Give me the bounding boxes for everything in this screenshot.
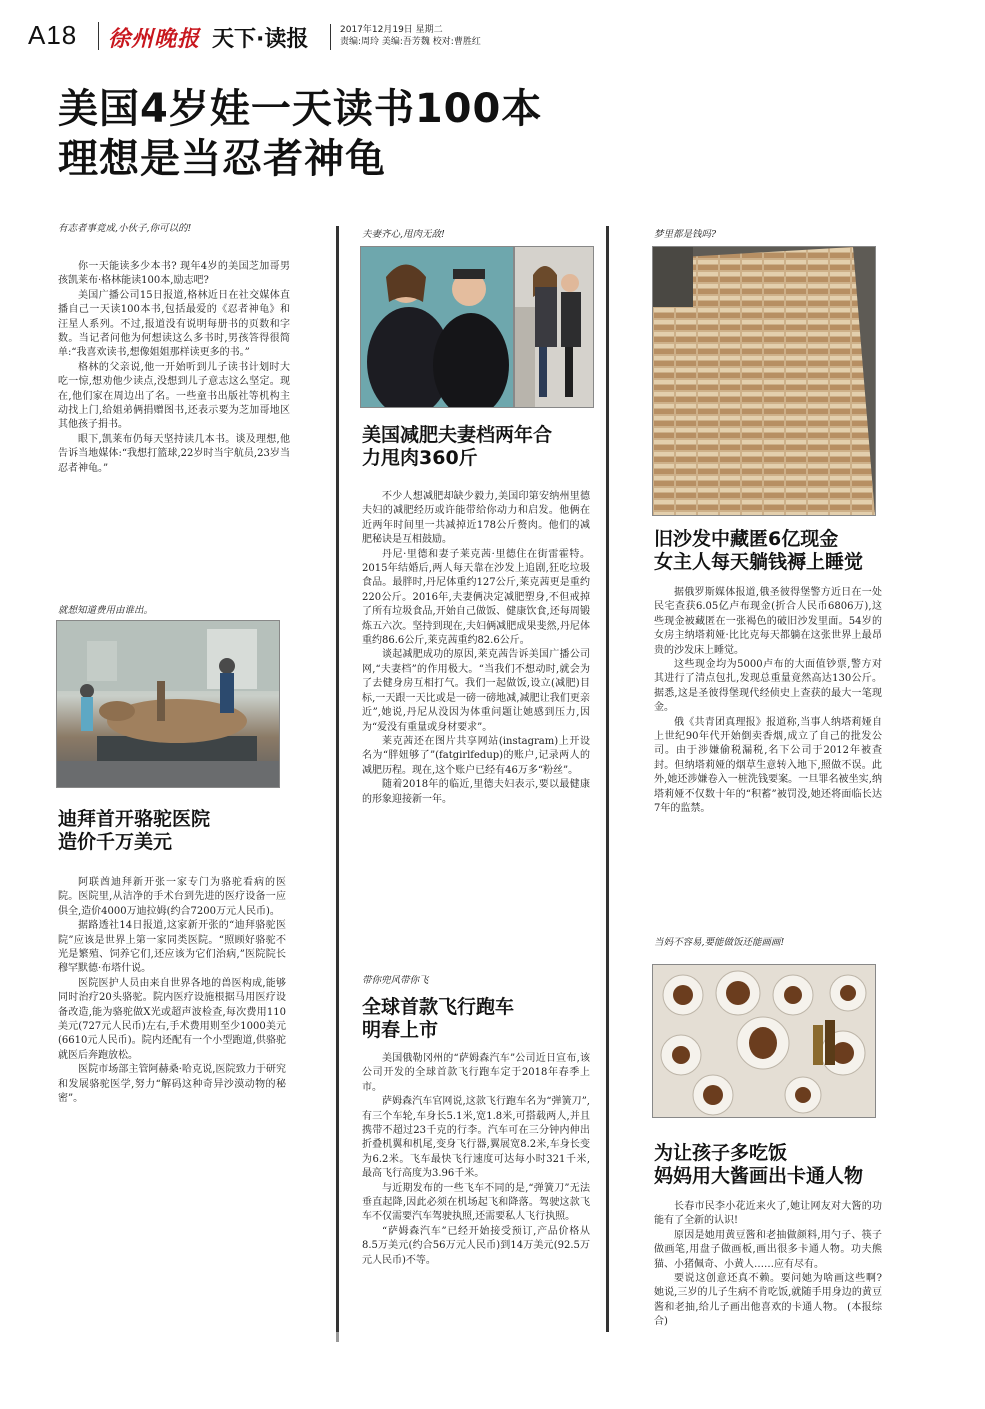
headline-line: 力甩肉360斤: [362, 447, 478, 469]
couple-before-photo: [360, 246, 514, 408]
headline-sauce: [654, 1142, 863, 1188]
paragraph: 长春市民李小花近来火了,她让网友对大酱的功能有了全新的认识!: [654, 1201, 882, 1227]
caption-cash: 梦里都是钱吗?: [654, 229, 717, 240]
headline-couple: [362, 424, 552, 470]
paragraph: 医院医护人员由来自世界各地的兽医构成,能够同时治疗20头骆驼。院内医疗设施根据马用医疗设备改造,能为骆驼做X光或超声波检查,每次费用110美元(727元人民币)左右,手术费用则至少1000美元(6610元人民币)。院内还配有一个小型跑道,供骆驼就医后奔跑放松。: [58, 977, 286, 1061]
headline-cash: [654, 528, 863, 574]
column-rule-1: [336, 226, 339, 1332]
date-line: 2017年12月19日 星期二: [340, 25, 443, 35]
main-title-line2: 理想是当忍者神龟: [58, 136, 386, 182]
headline-line: 造价千万美元: [58, 831, 173, 853]
paragraph: 俄《共青团真理报》报道称,当事人纳塔莉娅自上世纪90年代开始倒卖香烟,成立了自己的批发公司。由于涉嫌偷税漏税,名下公司于2012年被查封。但纳塔莉娅的烟草生意转入地下,照做不误。此外,她还涉嫌卷入一桩洗钱要案。一旦罪名被坐实,纳塔莉娅不仅数十年的“积蓄”被罚没,她还将面临长达7年的监禁。: [654, 716, 882, 815]
couple-after-photo: [514, 246, 594, 408]
paragraph: 丹尼·里德和妻子莱克茜·里德住在街雷霍特。2015年结婚后,两人每天靠在沙发上追剧,狂吃垃圾食品。最胖时,丹尼体重约127公斤,莱克茜更是重约220公斤。2016年,夫妻俩决定减肥塑身,不但戒掉了所有垃圾食品,开始自己做饭、健康饮食,还每周锻炼五六次。坚持到现在,夫妇俩减肥成果斐然,丹尼体重约86.6公斤,莱克茜重约82.6公斤。: [362, 548, 590, 647]
headline-line: 美国减肥夫妻档两年合: [362, 424, 553, 446]
section-title: 天下·读报: [212, 27, 309, 52]
rule-foot-1: [336, 1332, 339, 1342]
paragraph: 谈起减肥成功的原因,莱克茜告诉美国广播公司网,“夫妻档”的作用极大。“当我们不想动时,就会为了去健身房互相打气。我们一起做饭,设立(减肥)目标,一天跟一天比或是一磅一磅地减,减肥让我们更亲近”,她说,丹尼从没因为体重问题让她感到压力,因为“爱没有重量或身材要求”。: [362, 649, 590, 733]
cash-photo: [652, 246, 876, 516]
sauce-plates-image: [653, 965, 875, 1117]
caption-flying-car: 带你兜风带你飞: [362, 975, 429, 986]
caption-reading: 有志者事竟成,小伙子,你可以的!: [58, 223, 192, 234]
headline-line: 为让孩子多吃饭: [654, 1142, 788, 1164]
headline-line: 明春上市: [362, 1019, 439, 1041]
paragraph: “萨姆森汽车”已经开始接受预订,产品价格从8.5万美元(约合56万元人民币)到14万美元(92.5万元人民币)不等。: [362, 1225, 590, 1266]
article-sauce: [654, 1200, 882, 1330]
sauce-painting-photo: [652, 964, 876, 1118]
couple-after-image: [515, 247, 593, 407]
paragraph: 与近期发布的一些飞车不同的是,“弹簧刀”无法垂直起降,因此必须在机场起飞和降落。驾驶这款飞车不仅需要汽车驾驶执照,还需要私人飞行执照。: [362, 1182, 590, 1223]
camel-hospital-photo: [56, 620, 280, 788]
paragraph: 萨姆森汽车官网说,这款飞行跑车名为“弹簧刀”,有三个车轮,车身长5.1米,宽1.8米,可搭载两人,并且携带不超过23千克的行李。汽车可在三分钟内伸出折叠机翼和机尾,变身飞行器,翼展宽8.2米,车身长变为6.2米。飞车最快飞行速度可达每小时321千米,最高飞行高度为3.96千米。: [362, 1096, 590, 1180]
column-rule-2: [606, 226, 609, 1332]
paragraph: 你一天能读多少本书? 现年4岁的美国芝加哥男孩凯莱布·格林能读100本,励志吧?: [58, 261, 290, 287]
camel-scene-image: [57, 621, 279, 787]
caption-sauce: 当妈不容易,要能做饭还能画画!: [654, 937, 785, 948]
paragraph: 医院市场部主管阿赫桑·哈克说,医院致力于研究和发展骆驼医学,努力“解码这种奇异沙漠动物的秘密”。: [58, 1064, 286, 1105]
headline-line: 妈妈用大酱画出卡通人物: [654, 1165, 864, 1187]
paragraph: 这些现金均为5000卢布的大面值钞票,警方对其进行了清点包扎,发现总重量竟然高达130公斤。据悉,这是圣彼得堡现代经侦史上查获的最大一笔现金。: [654, 659, 882, 714]
editor-line: 责编:周玲 美编:吾芳魏 校对:曹胜红: [340, 37, 481, 47]
brand-logo: 徐州晚报: [108, 26, 201, 52]
main-title: [58, 84, 542, 184]
paragraph: 据路透社14日报道,这家新开张的“迪拜骆驼医院”应该是世界上第一家同类医院。“照顾好骆驼不光是繁殖、饲养它们,还应该为它们治病,”医院院长穆罕默德·布塔什说。: [58, 920, 286, 975]
article-reading: [58, 260, 290, 476]
headline-line: 全球首款飞行跑车: [362, 996, 515, 1018]
paragraph: 据俄罗斯媒体报道,俄圣彼得堡警方近日在一处民宅查获6.05亿卢布现金(折合人民币6806万),这些现金被藏匿在一张褐色的破旧沙发里面。54岁的女房主纳塔莉娅·比比克每天都躺在这张世界上最昂贵的沙发床上睡觉。: [654, 587, 882, 656]
paragraph: 原因是她用黄豆酱和老抽做颜料,用勺子、筷子做画笔,用盘子做画板,画出很多卡通人物。功夫熊猫、小猪佩奇、小黄人……应有尽有。: [654, 1229, 882, 1270]
paragraph: 阿联酋迪拜新开张一家专门为骆驼看病的医院。医院里,从洁净的手术台到先进的医疗设备一应俱全,造价4000万迪拉姆(约合7200万元人民币)。: [58, 877, 286, 917]
cash-pile-image: [653, 247, 875, 515]
paragraph: 美国俄勒冈州的“萨姆森汽车”公司近日宣布,该公司开发的全球首款飞行跑车定于2018年春季上市。: [362, 1053, 590, 1093]
paragraph: 莱克茜还在图片共享网站(instagram)上开设名为“胖妞够了”(fatgirlfedup)的账户,记录两人的减肥历程。现在,这个账户已经有46万多“粉丝”。: [362, 735, 590, 776]
main-title-line1: 美国4岁娃一天读书100本: [58, 86, 543, 132]
paragraph: 随着2018年的临近,里德夫妇表示,要以最健康的形象迎接新一年。: [362, 779, 590, 805]
header-divider-2: [330, 24, 331, 50]
headline-line: 旧沙发中藏匿6亿现金: [654, 528, 839, 550]
paragraph: 不少人想减肥却缺少毅力,美国印第安纳州里德夫妇的减肥经历或许能带给你动力和启发。他俩在近两年时间里一共减掉近178公斤赘肉。他们的减肥秘诀是互相鼓励。: [362, 491, 590, 546]
article-couple: [362, 490, 590, 807]
paragraph: 要说这创意还真不赖。要问她为啥画这些啊? 她说,三岁的儿子生病不肯吃饭,就随手用身边的黄豆酱和老抽,给儿子画出他喜欢的卡通人物。 (本报综合): [654, 1273, 882, 1328]
headline-camel: [58, 808, 210, 854]
article-flying-car: [362, 1052, 590, 1268]
headline-flying-car: [362, 996, 514, 1042]
article-camel: [58, 876, 286, 1107]
paragraph: 美国广播公司15日报道,格林近日在社交媒体直播自己一天读100本书,包括最爱的《忍者神龟》和汪星人系列。不过,报道没有说明每册书的页数和字数。当记者问他为何想读这么多书时,男孩答得很简单:“我喜欢读书,想像姐姐那样读更多的书。”: [58, 289, 290, 359]
caption-couple: 夫妻齐心,甩肉无敌!: [362, 229, 445, 240]
header-info: [340, 24, 481, 48]
caption-camel: 就想知道费用由谁出。: [58, 605, 154, 616]
couple-before-image: [361, 247, 513, 407]
article-cash: [654, 586, 882, 817]
header-divider: [98, 22, 99, 50]
headline-line: 迪拜首开骆驼医院: [58, 808, 211, 830]
headline-line: 女主人每天躺钱褥上睡觉: [654, 551, 864, 573]
paragraph: 格林的父亲说,他一开始听到儿子读书计划时大吃一惊,想劝他少读点,没想到儿子意志这么坚定。现在,他们家在周边出了名。一些童书出版社等机构主动找上门,给姐弟俩捐赠图书,还表示要为芝加哥地区其他孩子捐书。: [58, 361, 290, 431]
page-number: A18: [28, 20, 78, 50]
paragraph: 眼下,凯莱布仍每天坚持读几本书。谈及理想,他告诉当地媒体:“我想打篮球,22岁时当宇航员,23岁当忍者神龟。”: [58, 433, 290, 474]
